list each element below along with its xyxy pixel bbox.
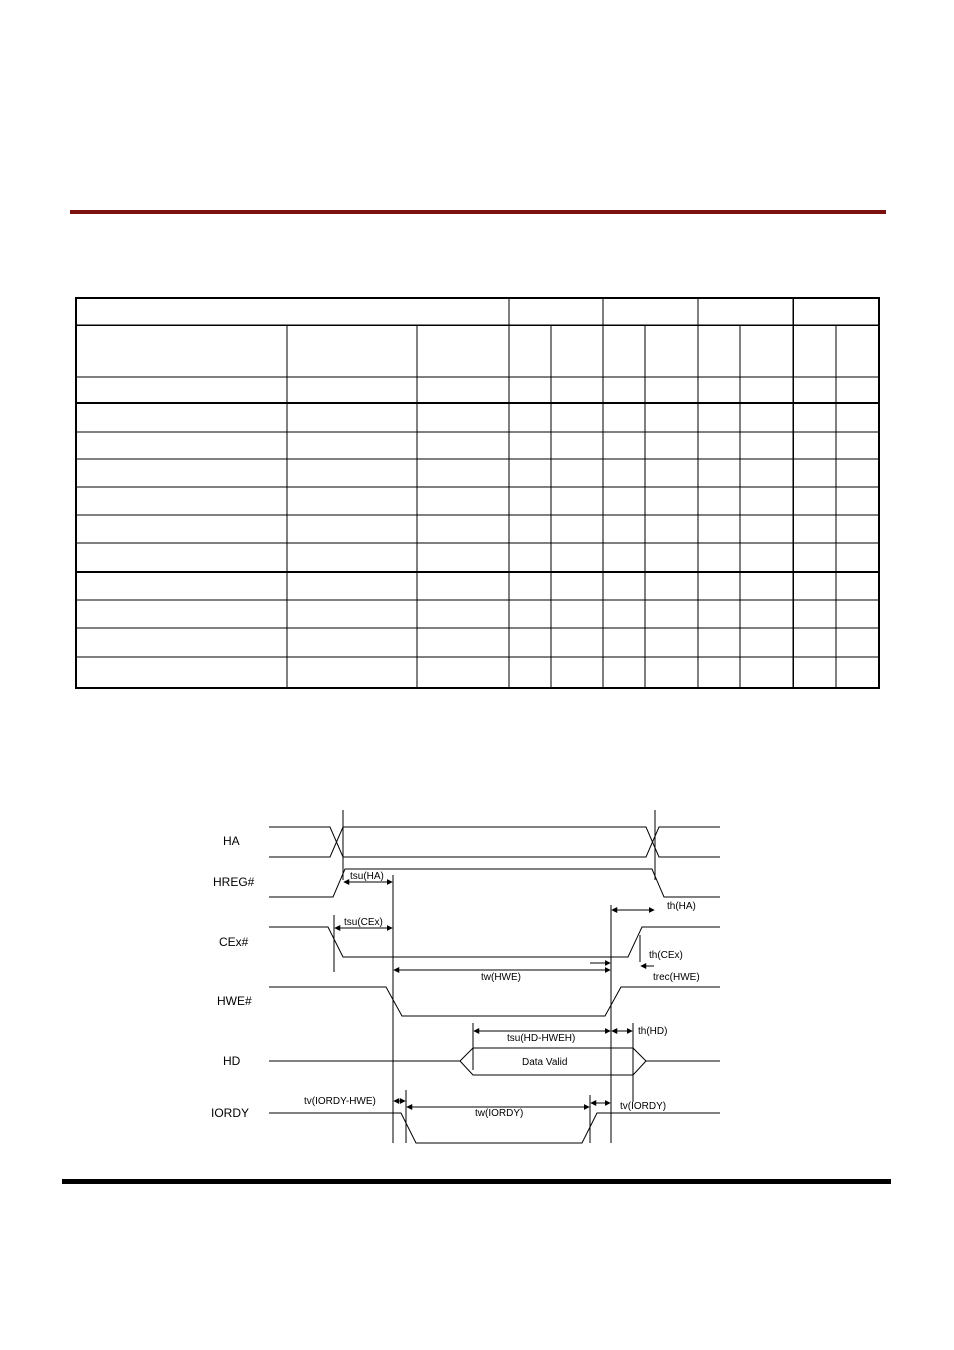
table-border: [76, 298, 879, 688]
label-tsu-ha: tsu(HA): [350, 871, 384, 882]
waveform-hreg: [269, 869, 720, 897]
waveform-hd: [269, 1048, 720, 1061]
label-tsu-cex: tsu(CEx): [344, 917, 383, 928]
waveform-ha: [269, 827, 720, 857]
signal-label-cex: CEx#: [219, 935, 249, 949]
label-tw-hwe: tw(HWE): [481, 972, 521, 983]
label-tw-iordy: tw(IORDY): [475, 1108, 524, 1119]
timing-table: [75, 297, 880, 689]
signal-label-hd: HD: [223, 1054, 241, 1068]
waveform-hwe: [269, 987, 720, 1016]
signal-label-iordy: IORDY: [211, 1106, 250, 1120]
label-th-ha: th(HA): [667, 901, 696, 912]
label-th-cex: th(CEx): [649, 950, 683, 961]
label-tsu-hd-hweh: tsu(HD-HWEH): [507, 1033, 576, 1044]
signal-label-hwe: HWE#: [217, 994, 252, 1008]
label-tv-iordy-hwe: tv(IORDY-HWE): [304, 1096, 376, 1107]
signal-label-hreg: HREG#: [213, 875, 255, 889]
label-th-hd: th(HD): [638, 1026, 668, 1037]
label-tv-iordy: tv(IORDY): [620, 1101, 667, 1112]
write-timing-diagram: [200, 800, 760, 1160]
header-rule: [70, 210, 886, 214]
signal-label-ha: HA: [223, 834, 240, 848]
footer-rule: [62, 1179, 891, 1184]
label-data-valid: Data Valid: [522, 1057, 568, 1068]
label-trec-hwe: trec(HWE): [653, 972, 700, 983]
